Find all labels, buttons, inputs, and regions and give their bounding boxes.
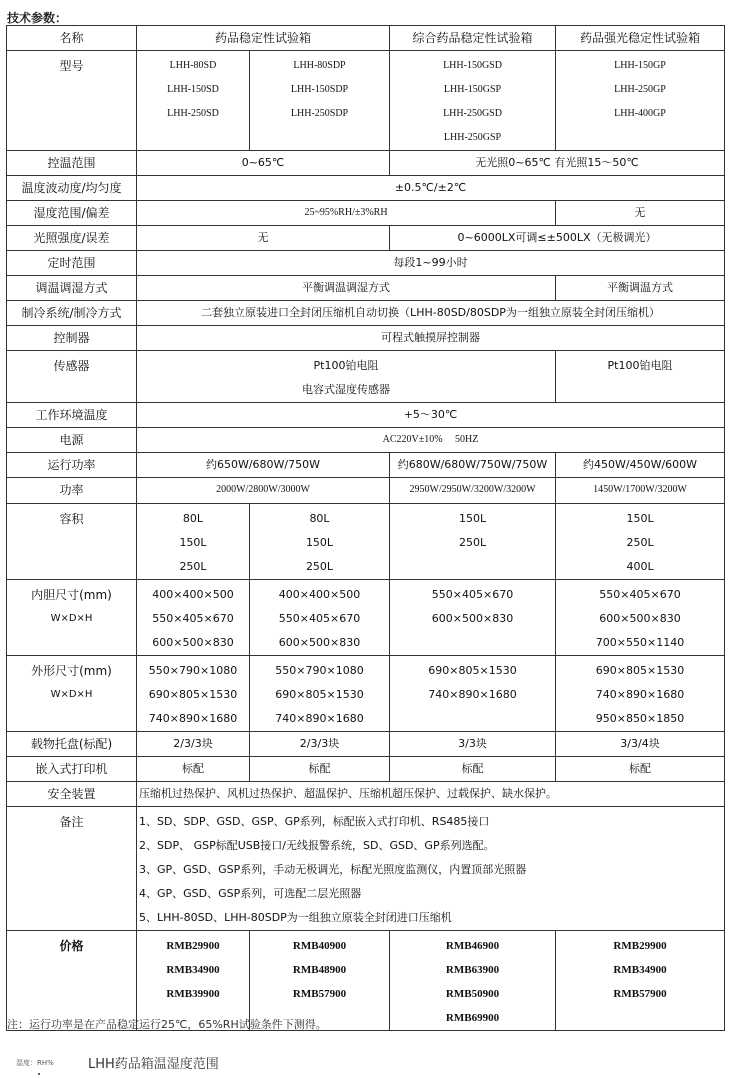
cell: 可程式触摸屏控制器 bbox=[137, 326, 725, 351]
cell-line: RMB69900 bbox=[445, 1012, 500, 1024]
cell-line: LHH-150GP bbox=[614, 60, 666, 71]
cell bbox=[390, 580, 556, 656]
cell-line: RMB40900 bbox=[292, 940, 347, 952]
cell: AC220V±10% 50HZ bbox=[137, 428, 725, 453]
table-row bbox=[7, 428, 725, 453]
cell: 平衡调温调湿方式 bbox=[137, 276, 556, 301]
cell-line: 150L bbox=[626, 512, 654, 525]
table-row bbox=[7, 453, 725, 478]
row-label: 工作环境温度 bbox=[7, 403, 137, 428]
cell-line: LHH-250SDP bbox=[290, 108, 349, 119]
cell-line: 950×850×1850 bbox=[595, 712, 685, 725]
cell bbox=[556, 656, 725, 732]
cell: 约450W/450W/600W bbox=[556, 453, 725, 478]
cell-line: 150L bbox=[305, 536, 334, 549]
cell: 标配 bbox=[137, 757, 250, 782]
cell-line: LHH-150SDP bbox=[290, 84, 349, 95]
cell: 3/3块 bbox=[390, 732, 556, 757]
cell-line: LHH-80SDP bbox=[293, 60, 346, 71]
cell-line: 400×400×500 bbox=[152, 588, 234, 601]
table-row bbox=[7, 580, 725, 656]
cell-line: LHH-250GSD bbox=[443, 108, 502, 119]
cell-line: 690×805×1530 bbox=[428, 664, 517, 677]
row-label bbox=[7, 580, 137, 656]
row-label: 嵌入式打印机 bbox=[7, 757, 137, 782]
cell-line: 内胆尺寸(mm) bbox=[31, 588, 112, 602]
cell: 标配 bbox=[250, 757, 390, 782]
cell bbox=[137, 51, 250, 151]
cell-line: 80L bbox=[182, 512, 204, 525]
table-row bbox=[7, 478, 725, 504]
table-row bbox=[7, 732, 725, 757]
table-row bbox=[7, 782, 725, 807]
cell: +5～30℃ bbox=[137, 403, 725, 428]
table-row bbox=[7, 403, 725, 428]
cell-line: 550×790×1080 bbox=[148, 664, 238, 677]
cell-line: RMB48900 bbox=[292, 964, 347, 976]
cell-line: 电容式湿度传感器 bbox=[302, 383, 390, 396]
cell-line: 690×805×1530 bbox=[148, 688, 238, 701]
row-label: 调温调湿方式 bbox=[7, 276, 137, 301]
cell: 2950W/2950W/3200W/3200W bbox=[390, 478, 556, 504]
cell bbox=[556, 504, 725, 580]
cell: 无 bbox=[556, 201, 725, 226]
cell-line: 250L bbox=[179, 560, 207, 573]
table-row bbox=[7, 176, 725, 201]
cell: 3/3/4块 bbox=[556, 732, 725, 757]
cell-line: LHH-250GP bbox=[614, 84, 666, 95]
row-label: 价格 bbox=[7, 931, 137, 1031]
table-row bbox=[7, 326, 725, 351]
cell-line: RMB63900 bbox=[445, 964, 500, 976]
row-label: 控温范围 bbox=[7, 151, 137, 176]
col-header-b: 综合药品稳定性试验箱 bbox=[390, 26, 556, 51]
cell-line: LHH-250GSP bbox=[443, 132, 502, 143]
table-row bbox=[7, 151, 725, 176]
cell: 0~65℃ bbox=[137, 151, 390, 176]
cell-line: RMB39900 bbox=[166, 988, 220, 1000]
row-label: 温度波动度/均匀度 bbox=[7, 176, 137, 201]
cell bbox=[137, 656, 250, 732]
cell-line: LHH-400GP bbox=[614, 108, 666, 119]
cell bbox=[250, 51, 390, 151]
cell-line: 600×500×830 bbox=[599, 612, 681, 625]
cell-line: LHH-150SD bbox=[167, 84, 219, 95]
cell-line: RMB34900 bbox=[613, 964, 667, 976]
cell-line: 600×500×830 bbox=[278, 636, 361, 649]
col-header-a: 药品稳定性试验箱 bbox=[137, 26, 390, 51]
cell bbox=[390, 51, 556, 151]
row-label: 载物托盘(标配) bbox=[7, 732, 137, 757]
row-label: 功率 bbox=[7, 478, 137, 504]
table-row bbox=[7, 51, 725, 151]
cell-line: 150L bbox=[458, 512, 487, 525]
cell: 每段1~99小时 bbox=[137, 251, 725, 276]
cell bbox=[137, 504, 250, 580]
cell-line: 400L bbox=[626, 560, 654, 573]
cell-line: 600×500×830 bbox=[431, 612, 514, 625]
row-label: 名称 bbox=[7, 26, 137, 51]
cell-line: 600×500×830 bbox=[152, 636, 234, 649]
cell-line: W×D×H bbox=[50, 613, 93, 624]
row-label: 容积 bbox=[7, 504, 137, 580]
cell-line: RMB57900 bbox=[292, 988, 347, 1000]
cell-line: LHH-250SD bbox=[167, 108, 219, 119]
cell-line: RMB50900 bbox=[445, 988, 500, 1000]
cell bbox=[390, 656, 556, 732]
cell-line: 4、GP、GSD、GSP系列，可选配二层光照器 bbox=[139, 887, 362, 900]
cell-line: RMB29900 bbox=[166, 940, 220, 952]
cell: 2/3/3块 bbox=[137, 732, 250, 757]
cell-line: 740×890×1680 bbox=[148, 712, 238, 725]
table-row bbox=[7, 504, 725, 580]
row-label: 传感器 bbox=[7, 351, 137, 403]
cell-line: RMB29900 bbox=[613, 940, 667, 952]
cell bbox=[137, 807, 725, 931]
cell-line: RMB34900 bbox=[166, 964, 220, 976]
table-row bbox=[7, 656, 725, 732]
cell-line: W×D×H bbox=[50, 689, 93, 700]
cell: 平衡调温方式 bbox=[556, 276, 725, 301]
cell-line: 250L bbox=[626, 536, 654, 549]
cell-line: 690×805×1530 bbox=[275, 688, 364, 701]
cell bbox=[250, 580, 390, 656]
cell: 标配 bbox=[390, 757, 556, 782]
cell: 标配 bbox=[556, 757, 725, 782]
chart-dot bbox=[38, 1073, 40, 1075]
cell: 2/3/3块 bbox=[250, 732, 390, 757]
cell-line: 550×405×670 bbox=[599, 588, 681, 601]
row-label: 定时范围 bbox=[7, 251, 137, 276]
cell: 二套独立原装进口全封闭压缩机自动切换（LHH-80SD/80SDP为一组独立原装全封闭压缩机） bbox=[137, 301, 725, 326]
table-row bbox=[7, 351, 725, 403]
cell-line: 150L bbox=[179, 536, 207, 549]
chart-title: LHH药品箱温湿度范围 bbox=[88, 1057, 219, 1072]
cell: 2000W/2800W/3000W bbox=[137, 478, 390, 504]
cell bbox=[137, 580, 250, 656]
cell-line: LHH-150GSP bbox=[443, 84, 502, 95]
cell-line: RMB57900 bbox=[613, 988, 667, 1000]
cell bbox=[390, 504, 556, 580]
cell bbox=[390, 931, 556, 1031]
cell-line: 700×550×1140 bbox=[595, 636, 685, 649]
cell-line: 550×405×670 bbox=[152, 612, 234, 625]
cell-line: 400×400×500 bbox=[278, 588, 361, 601]
cell: Pt100铂电阻 bbox=[556, 351, 725, 403]
cell bbox=[556, 51, 725, 151]
row-label: 制冷系统/制冷方式 bbox=[7, 301, 137, 326]
table-row bbox=[7, 301, 725, 326]
cell bbox=[556, 580, 725, 656]
row-label: 备注 bbox=[7, 807, 137, 931]
cell-line: 690×805×1530 bbox=[595, 664, 685, 677]
cell-line: 3、GP、GSD、GSP系列，手动无极调光，标配光照度监测仪，内置顶部光照器 bbox=[139, 863, 527, 876]
row-label: 电源 bbox=[7, 428, 137, 453]
cell: 约680W/680W/750W/750W bbox=[390, 453, 556, 478]
table-row bbox=[7, 26, 725, 51]
col-header-c: 药品强光稳定性试验箱 bbox=[556, 26, 725, 51]
row-label: 型号 bbox=[7, 51, 137, 151]
cell-line: 740×890×1680 bbox=[275, 712, 364, 725]
row-label: 安全装置 bbox=[7, 782, 137, 807]
cell: ±0.5℃/±2℃ bbox=[137, 176, 725, 201]
cell-line: 740×890×1680 bbox=[428, 688, 517, 701]
row-label: 湿度范围/偏差 bbox=[7, 201, 137, 226]
cell-line: 550×405×670 bbox=[278, 612, 361, 625]
cell: 0~6000LX可调≤±500LX（无极调光） bbox=[390, 226, 725, 251]
cell-line: 1、SD、SDP、GSD、GSP、GP系列，标配嵌入式打印机、RS485接口 bbox=[139, 815, 490, 828]
cell-line: 550×405×670 bbox=[431, 588, 514, 601]
cell: 无 bbox=[137, 226, 390, 251]
cell bbox=[556, 931, 725, 1031]
table-row bbox=[7, 201, 725, 226]
row-label: 运行功率 bbox=[7, 453, 137, 478]
cell-line: 80L bbox=[309, 512, 330, 525]
cell-line: 2、SDP、 GSP标配USB接口/无线报警系统，SD、GSD、GP系列选配。 bbox=[139, 839, 495, 852]
cell: 无光照0~65℃ 有光照15～50℃ bbox=[390, 151, 725, 176]
cell bbox=[250, 504, 390, 580]
table-row bbox=[7, 757, 725, 782]
footnote: 注：运行功率是在产品稳定运行25℃，65%RH试验条件下测得。 bbox=[7, 1018, 327, 1031]
cell-line: LHH-80SD bbox=[169, 60, 217, 71]
cell: 25~95%RH/±3%RH bbox=[137, 201, 556, 226]
table-row bbox=[7, 251, 725, 276]
cell-line: 5、LHH-80SD、LHH-80SDP为一组独立原装全封闭进口压缩机 bbox=[139, 911, 452, 924]
table-row bbox=[7, 226, 725, 251]
cell-line: RMB46900 bbox=[445, 940, 500, 952]
chart-axis-label: 湿度：RH% bbox=[16, 1059, 54, 1067]
cell bbox=[137, 351, 556, 403]
row-label bbox=[7, 656, 137, 732]
cell-line: Pt100铂电阻 bbox=[313, 359, 379, 372]
table-row bbox=[7, 276, 725, 301]
spec-table bbox=[6, 25, 725, 1031]
cell: 约650W/680W/750W bbox=[137, 453, 390, 478]
cell-line: 250L bbox=[305, 560, 334, 573]
cell-line: 250L bbox=[458, 536, 487, 549]
cell-line: LHH-150GSD bbox=[443, 60, 502, 71]
section-heading: 技术参数： bbox=[7, 11, 68, 25]
cell-line: 740×890×1680 bbox=[595, 688, 685, 701]
row-label: 光照强度/误差 bbox=[7, 226, 137, 251]
cell: 1450W/1700W/3200W bbox=[556, 478, 725, 504]
table-row bbox=[7, 807, 725, 931]
cell: 压缩机过热保护、风机过热保护、超温保护、压缩机超压保护、过载保护、缺水保护。 bbox=[137, 782, 725, 807]
cell-line: 外形尺寸(mm) bbox=[31, 664, 112, 678]
row-label: 控制器 bbox=[7, 326, 137, 351]
cell bbox=[250, 656, 390, 732]
cell-line: 550×790×1080 bbox=[275, 664, 364, 677]
